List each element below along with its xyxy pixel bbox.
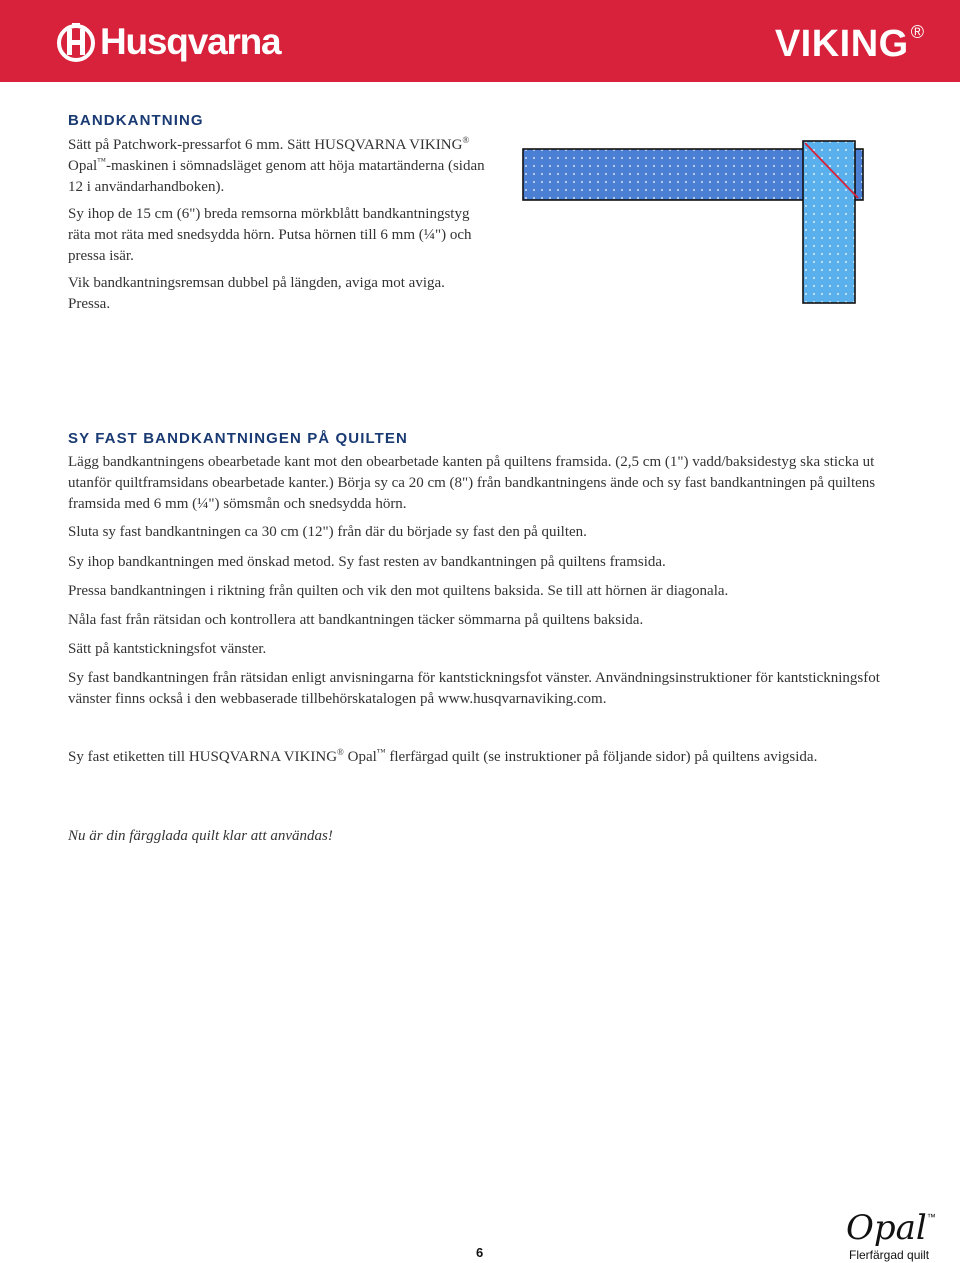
footer-label: Flerfärgad quilt [849, 1248, 930, 1262]
registered-mark: ® [462, 135, 470, 145]
binding-strip-diagram [522, 138, 866, 306]
instruction-paragraph: Sy fast bandkantningen från rätsidan enligt anvisningarna för kantstickningsfot vänster. Användningsinstruktioner för kantstickningsfot vänster finns också i den webbaserade tillbehörskatalogen på www.husqvarnaviking.com. [68, 670, 880, 707]
instruction-paragraph: Pressa bandkantningen i riktning från quilten och vik den mot quiltens baksida. Se till att hörnen är diagonala. [68, 583, 729, 599]
page-number: 6 [476, 1245, 484, 1260]
trademark-mark: ™ [376, 747, 386, 757]
label-instruction-paragraph: Sy fast etiketten till HUSQVARNA VIKING® Opal™ flerfärgad quilt (se instruktioner på följande sidor) på quiltens avigsida. [68, 747, 818, 765]
instruction-paragraph: Lägg bandkantningens obearbetade kant mot den obearbetade kanten på quiltens framsida. (2,5 cm (1") vadd/baksidestyg ska sticka ut utanför quiltframsidans obearbetade kanter.) Börja sy ca 20 cm (8") från bandkantningens ände och sy fast bandkantningen på quiltens framsida med 6 mm (¼") sömsmån och snedsydda hörn. [68, 454, 876, 512]
husqvarna-logo [56, 20, 280, 64]
opal-logo: Opal™ [846, 1208, 936, 1248]
instruction-paragraph: Sy ihop bandkantningen med önskad metod. Sy fast resten av bandkantningen på quiltens framsida. [68, 554, 666, 570]
husqvarna-crown-icon [56, 21, 96, 63]
instruction-paragraph: Sy ihop de 15 cm (6") breda remsorna mörkblått bandkantningstyg räta mot räta med snedsydda hörn. Putsa hörnen till 6 mm (¼") och pressa isär. [68, 206, 472, 264]
instruction-paragraph: Sätt på Patchwork-pressarfot 6 mm. Sätt HUSQVARNA VIKING® Opal™-maskinen i sömnadsläget genom att höja matartänderna (sidan 12 i användarhandboken). [68, 135, 485, 195]
instruction-paragraph: Sluta sy fast bandkantningen ca 30 cm (12") från där du började sy fast den på quilten. [68, 524, 587, 540]
closing-note: Nu är din färgglada quilt klar att användas! [68, 828, 333, 844]
header-bar [0, 0, 960, 82]
instruction-paragraph: Vik bandkantningsremsan dubbel på längden, aviga mot aviga. Pressa. [68, 275, 445, 312]
viking-wordmark: VIKING [774, 23, 909, 65]
section-title-sy-fast-bandkantningen: SY FAST BANDKANTNINGEN PÅ QUILTEN [68, 430, 408, 447]
registered-mark: ® [910, 22, 924, 42]
instruction-paragraph: Nåla fast från rätsidan och kontrollera att bandkantningen täcker sömmarna på quiltens baksida. [68, 612, 644, 628]
section-title-bandkantning: BANDKANTNING [68, 112, 204, 129]
viking-logo [775, 22, 924, 66]
husqvarna-wordmark: Husqvarna [100, 21, 281, 62]
trademark-mark: ™ [97, 156, 106, 166]
vertical-binding-strip [803, 141, 855, 303]
instruction-paragraph: Sätt på kantstickningsfot vänster. [68, 641, 267, 657]
registered-mark: ® [337, 747, 344, 757]
